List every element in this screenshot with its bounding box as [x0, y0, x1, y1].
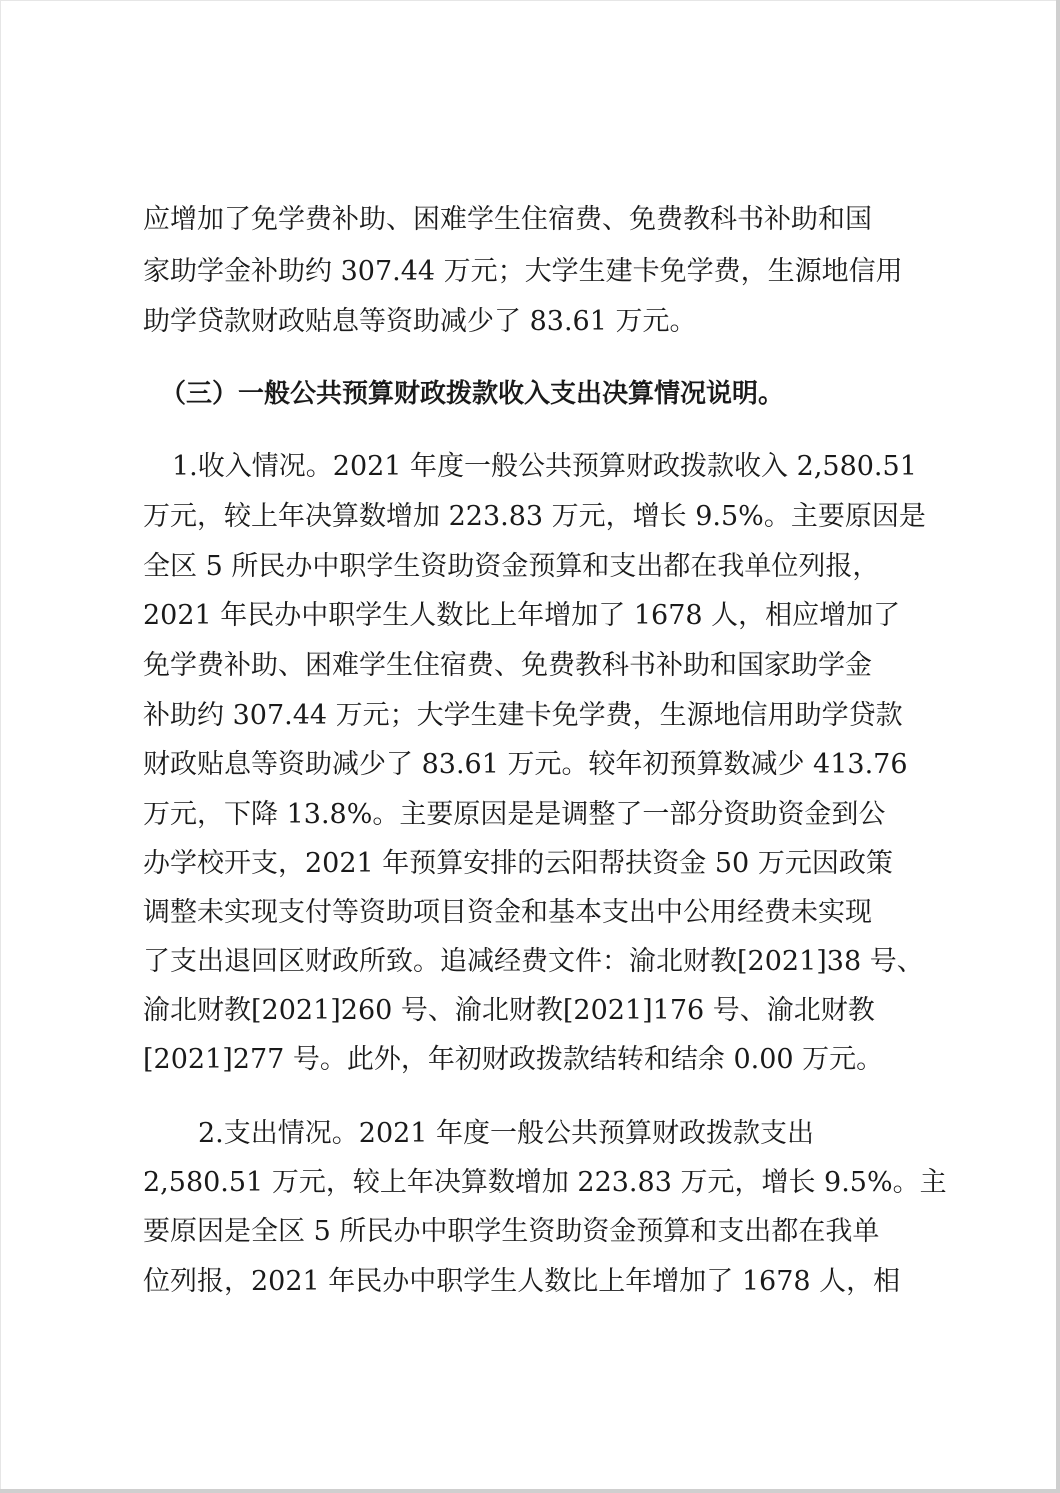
- paragraph-line: 要原因是全区 5 所民办中职学生资助资金预算和支出都在我单: [143, 1216, 880, 1247]
- paragraph-line: 办学校开支，2021 年预算安排的云阳帮扶资金 50 万元因政策: [143, 848, 893, 879]
- paragraph-line: 了支出退回区财政所致。追减经费文件：渝北财教[2021]38 号、: [143, 946, 924, 977]
- paragraph-line: 1.收入情况。2021 年度一般公共预算财政拨款收入 2,580.51: [172, 451, 917, 482]
- paragraph-line: 2021 年民办中职学生人数比上年增加了 1678 人，相应增加了: [143, 600, 901, 631]
- paragraph-line: 万元，下降 13.8%。主要原因是是调整了一部分资助资金到公: [143, 799, 886, 830]
- paragraph-line: 2.支出情况。2021 年度一般公共预算财政拨款支出: [198, 1118, 815, 1149]
- paragraph-line: 财政贴息等资助减少了 83.61 万元。较年初预算数减少 413.76: [143, 749, 908, 780]
- section-heading: （三）一般公共预算财政拨款收入支出决算情况说明。: [160, 379, 785, 409]
- paragraph-line: 应增加了免学费补助、困难学生住宿费、免费教科书补助和国: [143, 204, 872, 235]
- paragraph-line: 调整未实现支付等资助项目资金和基本支出中公用经费未实现: [143, 897, 872, 928]
- paragraph-line: 位列报，2021 年民办中职学生人数比上年增加了 1678 人，相: [143, 1266, 901, 1297]
- paragraph-line: [2021]277 号。此外，年初财政拨款结转和结余 0.00 万元。: [143, 1044, 884, 1075]
- paragraph-line: 渝北财教[2021]260 号、渝北财教[2021]176 号、渝北财教: [143, 995, 875, 1026]
- paragraph-line: 万元，较上年决算数增加 223.83 万元，增长 9.5%。主要原因是: [143, 501, 926, 532]
- paragraph-line: 2,580.51 万元，较上年决算数增加 223.83 万元，增长 9.5%。主: [143, 1167, 947, 1198]
- paragraph-line: 补助约 307.44 万元；大学生建卡免学费，生源地信用助学贷款: [143, 700, 903, 731]
- paragraph-line: 免学费补助、困难学生住宿费、免费教科书补助和国家助学金: [143, 650, 872, 681]
- paragraph-line: 家助学金补助约 307.44 万元；大学生建卡免学费，生源地信用: [143, 256, 903, 287]
- paragraph-line: 全区 5 所民办中职学生资助资金预算和支出都在我单位列报，: [143, 551, 880, 582]
- paragraph-line: 助学贷款财政贴息等资助减少了 83.61 万元。: [143, 306, 697, 337]
